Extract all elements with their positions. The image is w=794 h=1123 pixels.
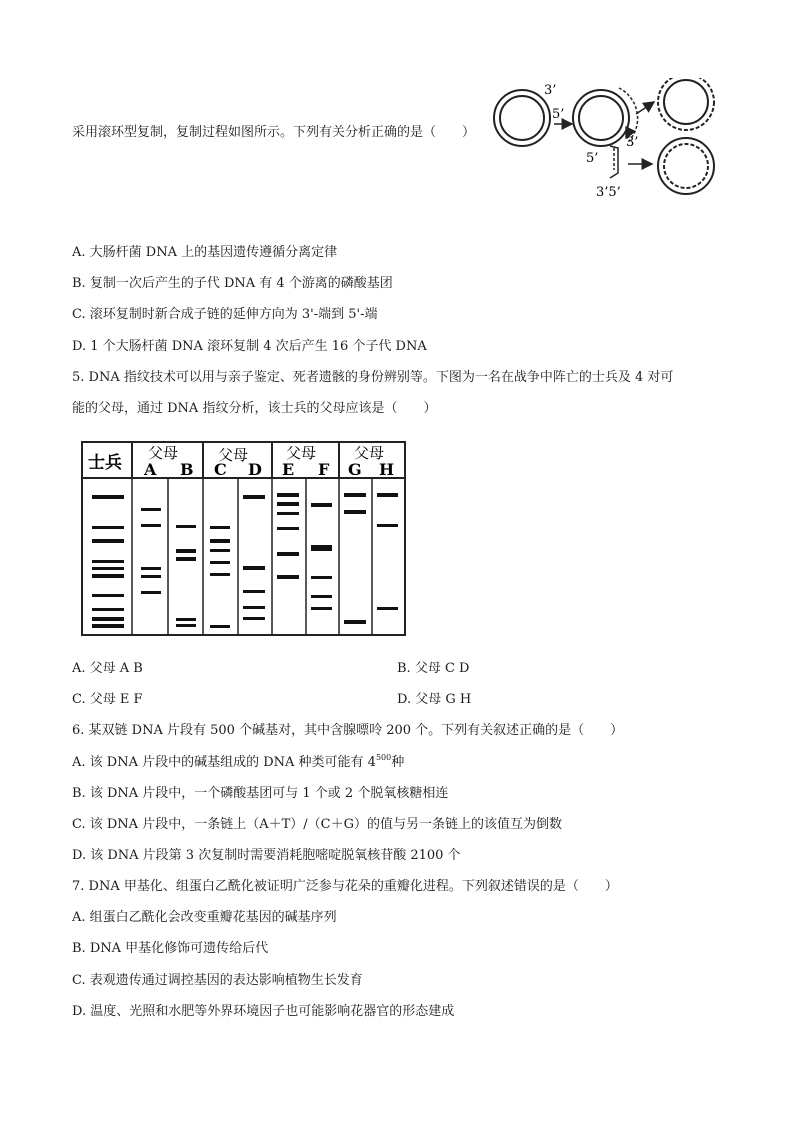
lane-letter-h: H xyxy=(379,460,395,479)
lane-letter-g: G xyxy=(348,460,362,479)
circle-daughter-1-inner xyxy=(664,80,708,124)
q7-option-c: C. 表观遗传通过调控基因的表达影响植物生长发育 xyxy=(72,973,363,988)
circle-daughter-2-outer xyxy=(658,138,714,194)
q5-option-a: A. 父母 A B xyxy=(72,661,143,676)
rolling-circle-diagram xyxy=(488,78,728,203)
label-5prime-b: 5’ xyxy=(586,151,599,166)
q4-option-d: D. 1 个大肠杆菌 DNA 滚环复制 4 次后产生 16 个子代 DNA xyxy=(72,339,427,354)
lane-g-bands xyxy=(344,493,366,624)
q6-option-a-exponent: 500 xyxy=(375,753,392,762)
circle-replicating-inner xyxy=(579,96,623,140)
circle-daughter-2-inner xyxy=(664,144,708,188)
lane-e-bands xyxy=(277,493,299,579)
lane-letter-f: F xyxy=(318,460,330,479)
label-5prime-a: 5’ xyxy=(552,107,565,122)
q4-stem: 采用滚环型复制，复制过程如图所示。下列有关分析正确的是（ ） xyxy=(72,125,476,140)
soldier-lane-bands xyxy=(92,495,124,628)
lane-f-bands xyxy=(311,503,332,610)
lane-letter-a: A xyxy=(144,460,157,479)
q7-option-b: B. DNA 甲基化修饰可遗传给后代 xyxy=(72,941,269,956)
q7-stem: 7. DNA 甲基化、组蛋白乙酰化被证明广泛参与花朵的重瓣化进程。下列叙述错误的是（ ） xyxy=(72,879,618,894)
circle-daughter-1-outer xyxy=(658,78,714,130)
lane-b-bands xyxy=(176,525,196,627)
lane-letter-c: C xyxy=(214,460,227,479)
lane-letter-d: D xyxy=(248,460,262,479)
q6-option-a-text: A. 该 DNA 片段中的碱基组成的 DNA 种类可能有 4 xyxy=(72,755,376,770)
q4-option-a: A. 大肠杆菌 DNA 上的基因遗传遵循分离定律 xyxy=(72,245,338,260)
q4-option-c: C. 滚环复制时新合成子链的延伸方向为 3'-端到 5'-端 xyxy=(72,307,378,322)
q6-option-c: C. 该 DNA 片段中，一条链上（A＋T）/（C＋G）的值与另一条链上的该值互为倒数 xyxy=(72,817,562,832)
parents-label-ab: 父母 xyxy=(148,444,179,462)
q5-stem-line2: 能的父母，通过 DNA 指纹分析，该士兵的父母应该是（ ） xyxy=(72,401,437,416)
q4-option-b: B. 复制一次后产生的子代 DNA 有 4 个游离的磷酸基团 xyxy=(72,276,393,291)
soldier-label: 士兵 xyxy=(88,453,122,473)
label-3prime-a: 3’ xyxy=(544,83,557,98)
arrow-2 xyxy=(636,102,654,114)
dna-fingerprint-gel xyxy=(80,440,410,640)
q7-option-d: D. 温度、光照和水肥等外界环境因子也可能影响花器官的形态建成 xyxy=(72,1004,455,1019)
q5-option-d: D. 父母 G H xyxy=(397,692,472,707)
q6-option-a-suffix: 种 xyxy=(391,755,405,770)
lane-d-bands xyxy=(243,495,265,620)
lane-a-bands xyxy=(141,508,161,594)
label-3prime-b: 3’ xyxy=(626,135,639,150)
lane-letter-e: E xyxy=(282,460,295,479)
circle-replicating-outer xyxy=(573,90,629,146)
lane-letter-b: B xyxy=(180,460,194,479)
circle-parent-outer xyxy=(494,90,550,146)
q7-option-a: A. 组蛋白乙酰化会改变重瓣花基因的碱基序列 xyxy=(72,910,337,925)
parents-label-gh: 父母 xyxy=(354,444,385,462)
q6-option-a xyxy=(72,754,404,772)
lane-c-bands xyxy=(210,526,230,628)
q5-option-b: B. 父母 C D xyxy=(397,661,470,676)
lane-h-bands xyxy=(377,493,398,610)
parents-label-cd: 父母 xyxy=(218,446,249,464)
q6-stem: 6. 某双链 DNA 片段有 500 个碱基对，其中含腺嘌呤 200 个。下列有关叙述正确的是（ ） xyxy=(72,723,624,738)
label-3prime5prime: 3’5’ xyxy=(596,185,621,200)
parents-label-ef: 父母 xyxy=(286,444,317,462)
circle-parent-inner xyxy=(500,96,544,140)
q5-option-c: C. 父母 E F xyxy=(72,692,143,707)
q5-stem-line1: 5. DNA 指纹技术可以用与亲子鉴定、死者遗骸的身份辨别等。下图为一名在战争中阵亡的士兵及 4 对可 xyxy=(72,370,674,385)
q6-option-d: D. 该 DNA 片段第 3 次复制时需要消耗胞嘧啶脱氧核苷酸 2100 个 xyxy=(72,848,461,863)
q6-option-b: B. 该 DNA 片段中，一个磷酸基团可与 1 个或 2 个脱氧核糖相连 xyxy=(72,786,449,801)
